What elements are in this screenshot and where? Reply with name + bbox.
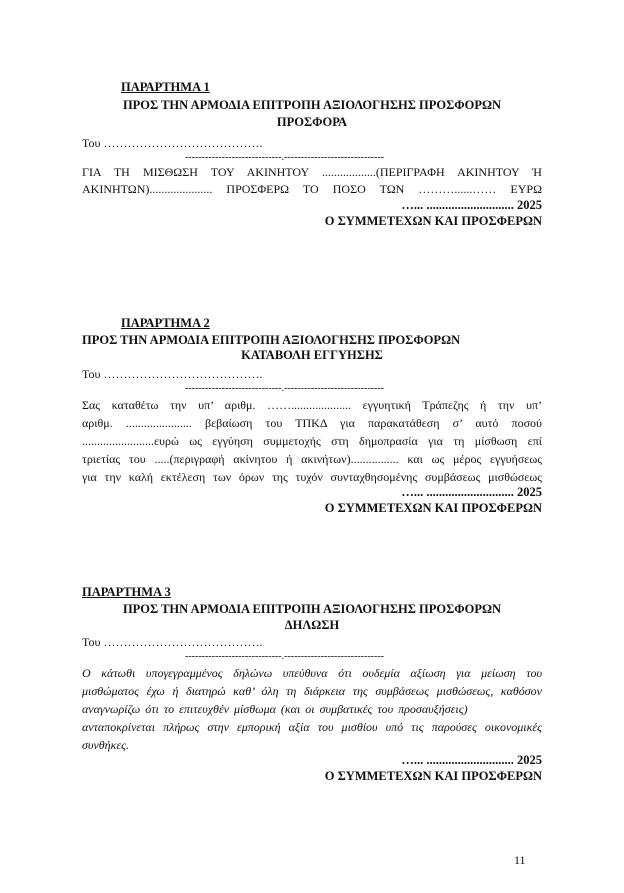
annex-3-heading: ΠΡΟΣ ΤΗΝ ΑΡΜΟΔΙΑ ΕΠΙΤΡΟΠΗ ΑΞΙΟΛΟΓΗΣΗΣ ΠΡΟΣΦΟΡΩΝ bbox=[122, 602, 502, 616]
annex-2-heading: ΠΡΟΣ ΤΗΝ ΑΡΜΟΔΙΑ ΕΠΙΤΡΟΠΗ ΑΞΙΟΛΟΓΗΣΗΣ ΠΡΟΣΦΟΡΩΝ bbox=[82, 333, 461, 347]
annex-3-text-line-1: Ο κάτωθι υπογεγραμμένος δηλώνω υπεύθυνα ότι ουδεμία αξίωση για μείωση του bbox=[82, 666, 542, 680]
annex-3-date: …... ............................ 2025 bbox=[401, 753, 542, 767]
annex-2-subheading bbox=[82, 348, 542, 363]
annex-2-dash-separator: -----------------------------.------------------------------ bbox=[185, 383, 384, 394]
annex-3-signature: Ο ΣΥΜΜΕΤΕΧΩΝ ΚΑΙ ΠΡΟΣΦΕΡΩΝ bbox=[324, 769, 542, 783]
annex-3-subheading: ΔΗΛΩΣΗ bbox=[284, 618, 340, 632]
annex-1-tou-line: Του …………………………………. bbox=[82, 136, 263, 150]
annex-3-dash-separator: -----------------------------.------------------------------ bbox=[185, 651, 384, 662]
annex-2-text-line-5: για την καλή εκτέλεση των όρων της τυχόν συνταχθησομένης συμβάσεως μισθώσεως bbox=[82, 470, 542, 484]
annex-3-tou-line: Του …………………………………. bbox=[82, 635, 263, 649]
annex-2-tou-line: Του …………………………………. bbox=[82, 367, 263, 381]
annex-1-title: ΠΑΡΑΡΤΗΜΑ 1 bbox=[121, 80, 210, 94]
annex-1-text-line-2: ΑΚΙΝΗΤΩΝ)..................... ΠΡΟΣΦΕΡΩ ΤΟ ΠΟΣΟ ΤΩΝ ………......…… ΕΥΡΩ bbox=[82, 182, 542, 196]
page-number: 11 bbox=[514, 853, 526, 867]
annex-1-dash-separator: -----------------------------.------------------------------ bbox=[185, 152, 384, 163]
annex-2-signature: Ο ΣΥΜΜΕΤΕΧΩΝ ΚΑΙ ΠΡΟΣΦΕΡΩΝ bbox=[324, 501, 542, 515]
annex-2-text-line-2: αριθμ. ...................... βεβαίωση του ΤΠΚΔ για παρακατάθεση σ’ αυτό ποσού bbox=[82, 416, 542, 430]
annex-2-text-line-3: ........................ευρώ ως εγγύηση συμμετοχής στη δημοπρασία για τη μίσθωση επί bbox=[82, 434, 542, 448]
annex-1-text-line-1: ΓΙΑ ΤΗ ΜΙΣΘΩΣΗ ΤΟΥ ΑΚΙΝΗΤΟΥ ..................(ΠΕΡΙΓΡΑΦΗ ΑΚΙΝΗΤΟΥ Ή bbox=[82, 165, 542, 179]
annex-3-text-line-3: αναγνωρίζω ότι το επιτευχθέν μίσθωμα (και οι συμβατικές του προσαυξήσεις) bbox=[82, 702, 468, 716]
annex-3-title: ΠΑΡΑΡΤΗΜΑ 3 bbox=[82, 585, 171, 599]
annex-1-date: …... ............................ 2025 bbox=[401, 198, 542, 212]
annex-3-text-line-2: μισθώματος έχω ή διατηρώ καθ’ όλη τη διάρκεια της συμβάσεως μισθώσεως, καθόσον bbox=[82, 684, 542, 698]
annex-3-text-line-4: ανταποκρίνεται πλήρως στην εμπορική αξία του μισθίου υπό τις παρούσες οικονομικές bbox=[82, 720, 542, 734]
annex-1-subheading: ΠΡΟΣΦΟΡΑ bbox=[276, 115, 348, 129]
annex-2-text-line-4: τριετίας του .....(περιγραφή ακίνητου ή ακινήτων)................ και ως μέρος εγγυήσεως bbox=[82, 452, 542, 466]
annex-3-text-line-5: συνθήκες. bbox=[82, 738, 129, 752]
annex-1-heading: ΠΡΟΣ ΤΗΝ ΑΡΜΟΔΙΑ ΕΠΙΤΡΟΠΗ ΑΞΙΟΛΟΓΗΣΗΣ ΠΡΟΣΦΟΡΩΝ bbox=[122, 98, 502, 112]
annex-2-text-line-1: Σας καταθέτω την υπ’ αριθμ. …….................... εγγυητική Τράπεζης ή την υπ’ bbox=[82, 398, 542, 412]
annex-2-title: ΠΑΡΑΡΤΗΜΑ 2 bbox=[121, 316, 210, 330]
annex-2-subheading-text: ΚΑΤΑΒΟΛΗ ΕΓΓΥΗΣΗΣ bbox=[241, 348, 383, 362]
annex-2-date: …... ............................ 2025 bbox=[401, 485, 542, 499]
annex-1-signature: Ο ΣΥΜΜΕΤΕΧΩΝ ΚΑΙ ΠΡΟΣΦΕΡΩΝ bbox=[324, 214, 542, 228]
